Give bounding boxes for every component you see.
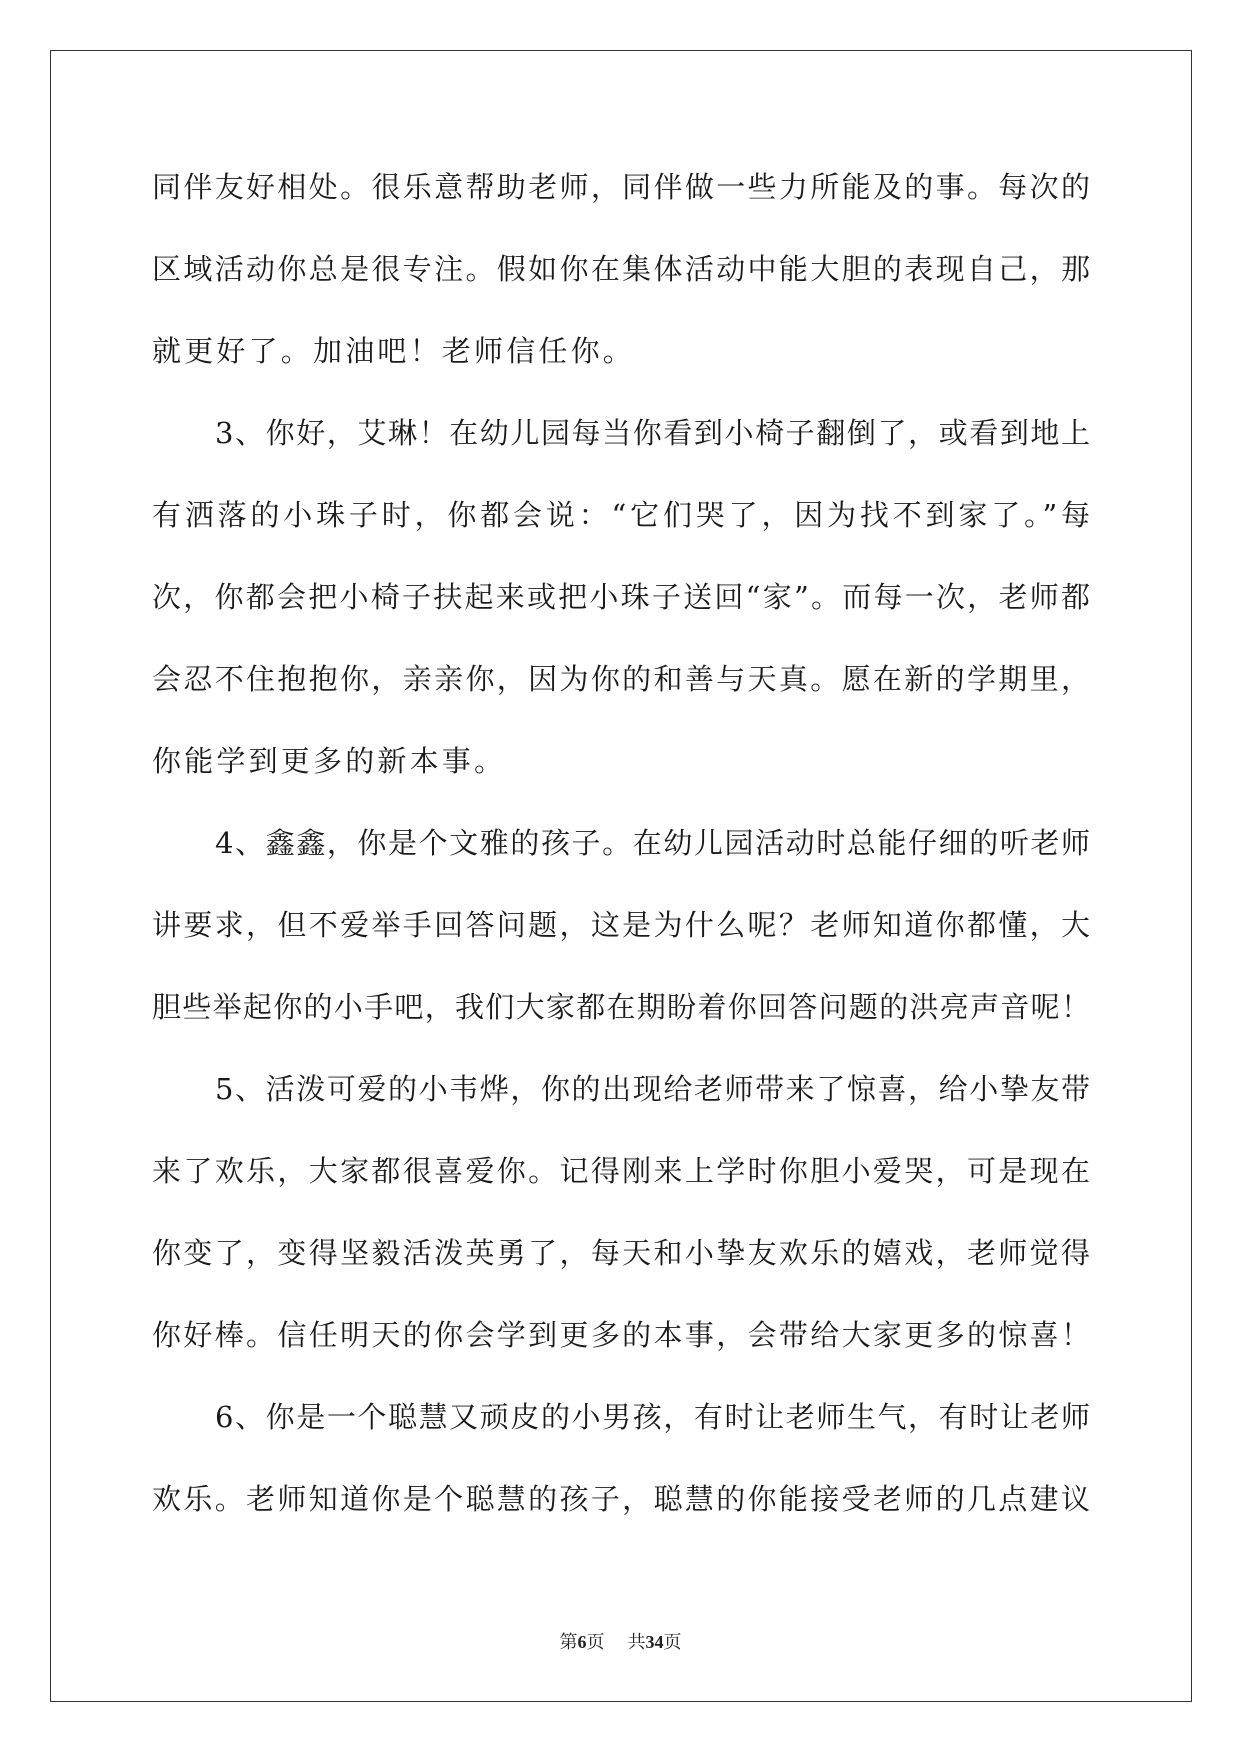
text-line: 就更好了。加油吧！老师信任你。 xyxy=(152,334,636,368)
text-line: 胆些举起你的小手吧，我们大家都在期盼着你回答问题的洪亮声音呢！ xyxy=(152,990,1090,1024)
text-line: 6、你是一个聪慧又顽皮的小男孩，有时让老师生气，有时让老师 xyxy=(215,1400,1090,1434)
text-line: 会忍不住抱抱你，亲亲你，因为你的和善与天真。愿在新的学期里， xyxy=(152,662,1090,696)
document-body xyxy=(152,158,1090,1552)
text-line: 5、活泼可爱的小韦烨，你的出现给老师带来了惊喜，给小挚友带 xyxy=(215,1072,1090,1106)
page-suffix: 页 xyxy=(586,1632,605,1653)
text-line: 同伴友好相处。很乐意帮助老师，同伴做一些力所能及的事。每次的 xyxy=(152,170,1090,204)
text-line: 区域活动你总是很专注。假如你在集体活动中能大胆的表现自己，那 xyxy=(152,252,1090,286)
total-pages: 34 xyxy=(645,1632,664,1652)
total-suffix: 页 xyxy=(663,1632,682,1653)
page-number: 6 xyxy=(577,1632,587,1652)
text-line: 欢乐。老师知道你是个聪慧的孩子，聪慧的你能接受老师的几点建议 xyxy=(152,1482,1090,1516)
text-line: 4、鑫鑫，你是个文雅的孩子。在幼儿园活动时总能仔细的听老师 xyxy=(215,826,1090,860)
text-line: 有洒落的小珠子时，你都会说：“它们哭了，因为找不到家了。”每 xyxy=(152,498,1090,532)
total-prefix: 共 xyxy=(627,1632,646,1653)
text-line: 次，你都会把小椅子扶起来或把小珠子送回“家”。而每一次，老师都 xyxy=(152,580,1090,614)
page-footer xyxy=(0,1628,1241,1654)
page-prefix: 第 xyxy=(559,1632,578,1653)
text-line: 来了欢乐，大家都很喜爱你。记得刚来上学时你胆小爱哭，可是现在 xyxy=(152,1154,1090,1188)
text-line: 3、你好，艾琳！在幼儿园每当你看到小椅子翻倒了，或看到地上 xyxy=(215,416,1090,450)
text-line: 你能学到更多的新本事。 xyxy=(152,744,507,778)
text-line: 讲要求，但不爱举手回答问题，这是为什么呢？老师知道你都懂，大 xyxy=(152,908,1090,942)
text-line: 你好棒。信任明天的你会学到更多的本事，会带给大家更多的惊喜！ xyxy=(152,1318,1090,1352)
text-line: 你变了，变得坚毅活泼英勇了，每天和小挚友欢乐的嬉戏，老师觉得 xyxy=(152,1236,1090,1270)
